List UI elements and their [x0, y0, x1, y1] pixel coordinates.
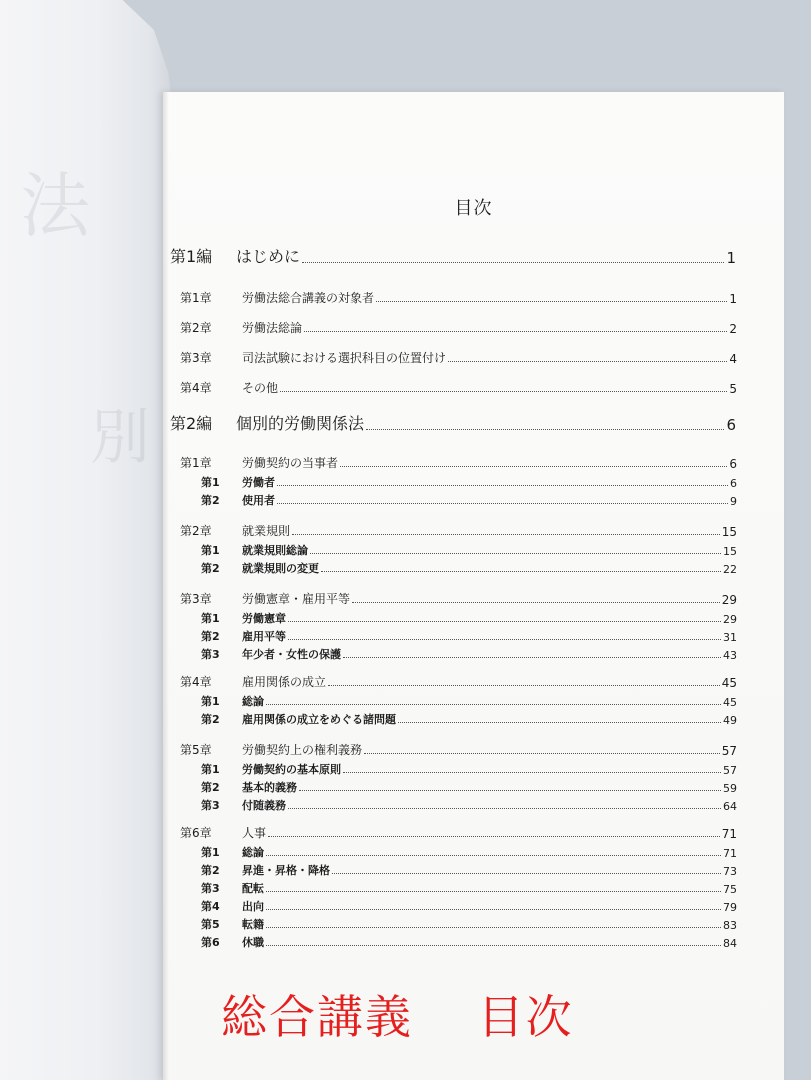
entry-title: 司法試験における選択科目の位置付け — [242, 351, 447, 365]
entry-page-number: 2 — [729, 322, 737, 336]
dot-leader — [343, 656, 721, 658]
entry-page-number: 1 — [726, 249, 736, 267]
dot-leader — [266, 703, 721, 705]
entry-page-number: 43 — [723, 649, 737, 662]
entry-title: 基本的義務 — [242, 781, 297, 794]
toc-section[interactable] — [201, 761, 737, 777]
toc-chapter[interactable] — [180, 522, 737, 539]
dot-leader — [310, 552, 721, 554]
dot-leader — [352, 601, 720, 603]
dot-leader — [304, 330, 727, 332]
entry-number: 第1章 — [180, 456, 212, 470]
dot-leader — [332, 872, 721, 874]
entry-number: 第1 — [201, 846, 220, 859]
entry-page-number: 79 — [723, 901, 737, 914]
entry-number: 第2章 — [180, 321, 212, 335]
entry-page-number: 6 — [730, 477, 737, 490]
entry-number: 第1 — [201, 695, 220, 708]
entry-page-number: 29 — [723, 613, 737, 626]
toc-chapter[interactable] — [180, 319, 737, 336]
dot-leader — [328, 684, 720, 686]
entry-title: 労働憲章・雇用平等 — [242, 592, 351, 606]
entry-number: 第5章 — [180, 743, 212, 757]
entry-title: 年少者・女性の保護 — [242, 648, 341, 661]
entry-number: 第1 — [201, 612, 220, 625]
dot-leader — [266, 944, 721, 946]
toc-section[interactable] — [201, 610, 737, 626]
entry-title: 個別的労働関係法 — [236, 414, 365, 433]
caption-overlay: 総合講義 目次 — [221, 990, 574, 1044]
toc-part[interactable] — [170, 244, 736, 267]
dot-leader — [343, 771, 721, 773]
toc-section[interactable] — [201, 898, 737, 914]
dot-leader — [321, 570, 721, 572]
entry-title: 就業規則総論 — [242, 544, 308, 557]
entry-number: 第4章 — [180, 381, 212, 395]
dot-leader — [299, 789, 721, 791]
toc-chapter[interactable] — [180, 673, 737, 690]
entry-page-number: 45 — [721, 676, 737, 690]
toc-chapter[interactable] — [180, 454, 737, 471]
entry-page-number: 71 — [723, 847, 737, 860]
left-page — [0, 0, 175, 1080]
entry-title: 配転 — [242, 882, 264, 895]
entry-title: その他 — [242, 381, 279, 395]
entry-number: 第2 — [201, 494, 220, 507]
entry-number: 第2章 — [180, 524, 212, 538]
entry-title: はじめに — [236, 247, 301, 266]
entry-page-number: 84 — [723, 937, 737, 950]
entry-page-number: 57 — [723, 764, 737, 777]
entry-number: 第2 — [201, 713, 220, 726]
entry-page-number: 45 — [723, 696, 737, 709]
entry-title: 雇用平等 — [242, 630, 286, 643]
entry-title: 労働法総合講義の対象者 — [242, 291, 375, 305]
toc-section[interactable] — [201, 693, 737, 709]
entry-title: 付随義務 — [242, 799, 286, 812]
entry-title: 労働者 — [242, 476, 275, 489]
page-gutter-shadow — [163, 92, 169, 1080]
entry-page-number: 15 — [721, 525, 737, 539]
dot-leader — [277, 484, 728, 486]
toc-part[interactable] — [170, 411, 736, 434]
entry-number: 第1章 — [180, 291, 212, 305]
toc-section[interactable] — [201, 560, 737, 576]
entry-title: 労働契約の基本原則 — [242, 763, 341, 776]
entry-title: 労働契約の当事者 — [242, 456, 339, 470]
entry-page-number: 49 — [723, 714, 737, 727]
toc-chapter[interactable] — [180, 590, 737, 607]
entry-number: 第3 — [201, 882, 220, 895]
entry-page-number: 22 — [723, 563, 737, 576]
entry-number: 第3 — [201, 799, 220, 812]
entry-page-number: 6 — [726, 416, 736, 434]
entry-title: 人事 — [242, 826, 267, 840]
entry-page-number: 57 — [721, 744, 737, 758]
toc-chapter[interactable] — [180, 741, 737, 758]
entry-page-number: 64 — [723, 800, 737, 813]
toc-chapter[interactable] — [180, 379, 737, 396]
dot-leader — [288, 620, 721, 622]
dot-leader — [266, 890, 721, 892]
entry-title: 雇用関係の成立をめぐる諸問題 — [242, 713, 396, 726]
entry-title: 就業規則 — [242, 524, 291, 538]
dot-leader — [376, 300, 727, 302]
toc-chapter[interactable] — [180, 824, 737, 841]
bleed-through-glyph: 別 — [90, 403, 150, 473]
entry-number: 第3章 — [180, 351, 212, 365]
dot-leader — [280, 390, 727, 392]
toc-chapter[interactable] — [180, 349, 737, 366]
entry-title: 出向 — [242, 900, 264, 913]
toc-page — [163, 92, 784, 1080]
entry-page-number: 71 — [721, 827, 737, 841]
entry-number: 第6章 — [180, 826, 212, 840]
entry-title: 総論 — [242, 846, 264, 859]
toc-section[interactable] — [201, 492, 737, 508]
toc-section[interactable] — [201, 862, 737, 878]
entry-title: 労働法総論 — [242, 321, 303, 335]
toc-section[interactable] — [201, 916, 737, 932]
entry-number: 第4章 — [180, 675, 212, 689]
entry-page-number: 59 — [723, 782, 737, 795]
entry-page-number: 83 — [723, 919, 737, 932]
page-curl — [0, 0, 175, 120]
entry-page-number: 5 — [729, 382, 737, 396]
entry-number: 第3 — [201, 648, 220, 661]
entry-number: 第3章 — [180, 592, 212, 606]
toc-section[interactable] — [201, 844, 737, 860]
entry-title: 雇用関係の成立 — [242, 675, 327, 689]
entry-number: 第4 — [201, 900, 220, 913]
entry-page-number: 4 — [729, 352, 737, 366]
entry-title: 休職 — [242, 936, 264, 949]
dot-leader — [277, 502, 728, 504]
dot-leader — [268, 835, 720, 837]
entry-number: 第1 — [201, 763, 220, 776]
entry-number: 第2編 — [170, 414, 213, 433]
entry-title: 労働憲章 — [242, 612, 286, 625]
toc-section[interactable] — [201, 628, 737, 644]
dot-leader — [448, 360, 727, 362]
dot-leader — [266, 926, 721, 928]
entry-title: 昇進・昇格・降格 — [242, 864, 330, 877]
toc-section[interactable] — [201, 542, 737, 558]
entry-title: 労働契約上の権利義務 — [242, 743, 363, 757]
dot-leader — [292, 533, 720, 535]
entry-number: 第1 — [201, 544, 220, 557]
entry-title: 使用者 — [242, 494, 275, 507]
dot-leader — [266, 908, 721, 910]
entry-number: 第2 — [201, 562, 220, 575]
toc-section[interactable] — [201, 934, 737, 950]
entry-number: 第2 — [201, 864, 220, 877]
entry-title: 転籍 — [242, 918, 264, 931]
entry-page-number: 73 — [723, 865, 737, 878]
dot-leader — [288, 807, 721, 809]
toc-section[interactable] — [201, 797, 737, 813]
dot-leader — [288, 638, 721, 640]
dot-leader — [366, 428, 724, 430]
entry-number: 第1 — [201, 476, 220, 489]
toc-section[interactable] — [201, 880, 737, 896]
dot-leader — [302, 261, 724, 263]
toc-section[interactable] — [201, 646, 737, 662]
entry-title: 就業規則の変更 — [242, 562, 319, 575]
entry-page-number: 6 — [729, 457, 737, 471]
entry-number: 第5 — [201, 918, 220, 931]
entry-number: 第2 — [201, 630, 220, 643]
dot-leader — [364, 752, 720, 754]
entry-page-number: 1 — [729, 292, 737, 306]
entry-page-number: 75 — [723, 883, 737, 896]
entry-number: 第6 — [201, 936, 220, 949]
dot-leader — [398, 721, 721, 723]
entry-page-number: 9 — [730, 495, 737, 508]
bleed-through-glyph: 法 — [20, 165, 90, 247]
toc-chapter[interactable] — [180, 289, 737, 306]
dot-leader — [266, 854, 721, 856]
entry-page-number: 29 — [721, 593, 737, 607]
dot-leader — [340, 465, 727, 467]
entry-title: 総論 — [242, 695, 264, 708]
entry-page-number: 31 — [723, 631, 737, 644]
toc-section[interactable] — [201, 711, 737, 727]
entry-number: 第2 — [201, 781, 220, 794]
entry-number: 第1編 — [170, 247, 213, 266]
page-title: 目次 — [454, 198, 493, 219]
toc-section[interactable] — [201, 779, 737, 795]
toc-section[interactable] — [201, 474, 737, 490]
entry-page-number: 15 — [723, 545, 737, 558]
